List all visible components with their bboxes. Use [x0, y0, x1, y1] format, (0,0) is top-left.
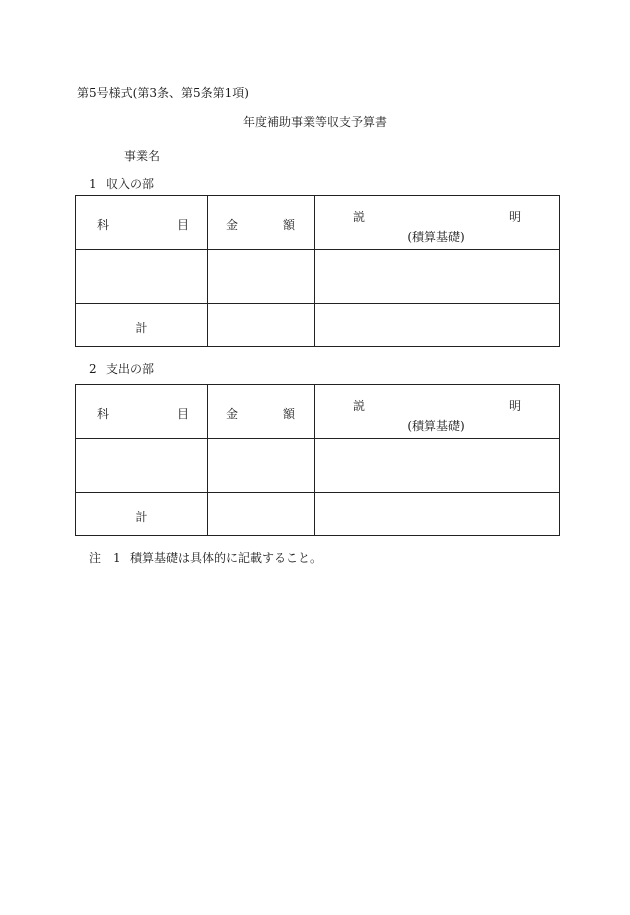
income-explanation-subtitle: (積算基礎) — [407, 230, 465, 244]
expense-total-explanation-cell[interactable] — [315, 493, 560, 536]
income-total-label: 計 — [135, 321, 148, 335]
income-body-row — [76, 250, 560, 304]
expense-table — [75, 384, 560, 536]
income-table — [75, 195, 560, 347]
income-subject-cell[interactable] — [76, 250, 208, 304]
expense-explanation-subtitle: (積算基礎) — [407, 419, 465, 433]
income-amount-char-1: 金 — [226, 218, 239, 232]
expense-total-row — [76, 493, 560, 536]
expense-explanation-char-2: 明 — [508, 399, 521, 413]
expense-subject-cell[interactable] — [76, 439, 208, 493]
income-subject-char-2: 目 — [176, 218, 189, 232]
income-section-title: 収入の部 — [106, 177, 155, 191]
income-section-number: 1 — [89, 177, 97, 191]
expense-subject-char-2: 目 — [176, 407, 189, 421]
note-text: 積算基礎は具体的に記載すること。 — [130, 551, 323, 565]
income-subject-header — [76, 196, 208, 250]
income-header-row — [76, 196, 560, 250]
note-label: 注 — [89, 551, 102, 565]
expense-section-heading — [89, 360, 154, 377]
note — [89, 549, 322, 566]
expense-amount-header — [208, 385, 315, 439]
expense-body-row — [76, 439, 560, 493]
income-explanation-char-1: 説 — [353, 210, 366, 224]
income-section-heading — [89, 175, 154, 192]
income-explanation-char-2: 明 — [508, 210, 521, 224]
expense-explanation-header — [315, 385, 560, 439]
form-number: 第5号様式(第3条、第5条第1項) — [77, 86, 249, 100]
expense-explanation-char-1: 説 — [353, 399, 366, 413]
expense-amount-cell[interactable] — [208, 439, 315, 493]
expense-subject-header — [76, 385, 208, 439]
income-total-label-cell — [76, 304, 208, 347]
income-subject-char-1: 科 — [97, 218, 110, 232]
note-number: 1 — [113, 551, 121, 565]
expense-header-row — [76, 385, 560, 439]
income-amount-header — [208, 196, 315, 250]
income-amount-cell[interactable] — [208, 250, 315, 304]
expense-amount-char-1: 金 — [226, 407, 239, 421]
income-total-amount-cell[interactable] — [208, 304, 315, 347]
expense-subject-char-1: 科 — [97, 407, 110, 421]
project-name-label: 事業名 — [124, 149, 161, 163]
income-explanation-cell[interactable] — [315, 250, 560, 304]
income-total-row — [76, 304, 560, 347]
expense-total-label: 計 — [135, 510, 148, 524]
income-explanation-header — [315, 196, 560, 250]
document-title: 年度補助事業等収支予算書 — [242, 115, 387, 129]
expense-total-amount-cell[interactable] — [208, 493, 315, 536]
expense-total-label-cell — [76, 493, 208, 536]
income-amount-char-2: 額 — [282, 218, 295, 232]
income-total-explanation-cell[interactable] — [315, 304, 560, 347]
expense-explanation-cell[interactable] — [315, 439, 560, 493]
expense-section-title: 支出の部 — [106, 362, 155, 376]
expense-section-number: 2 — [89, 362, 97, 376]
expense-amount-char-2: 額 — [282, 407, 295, 421]
